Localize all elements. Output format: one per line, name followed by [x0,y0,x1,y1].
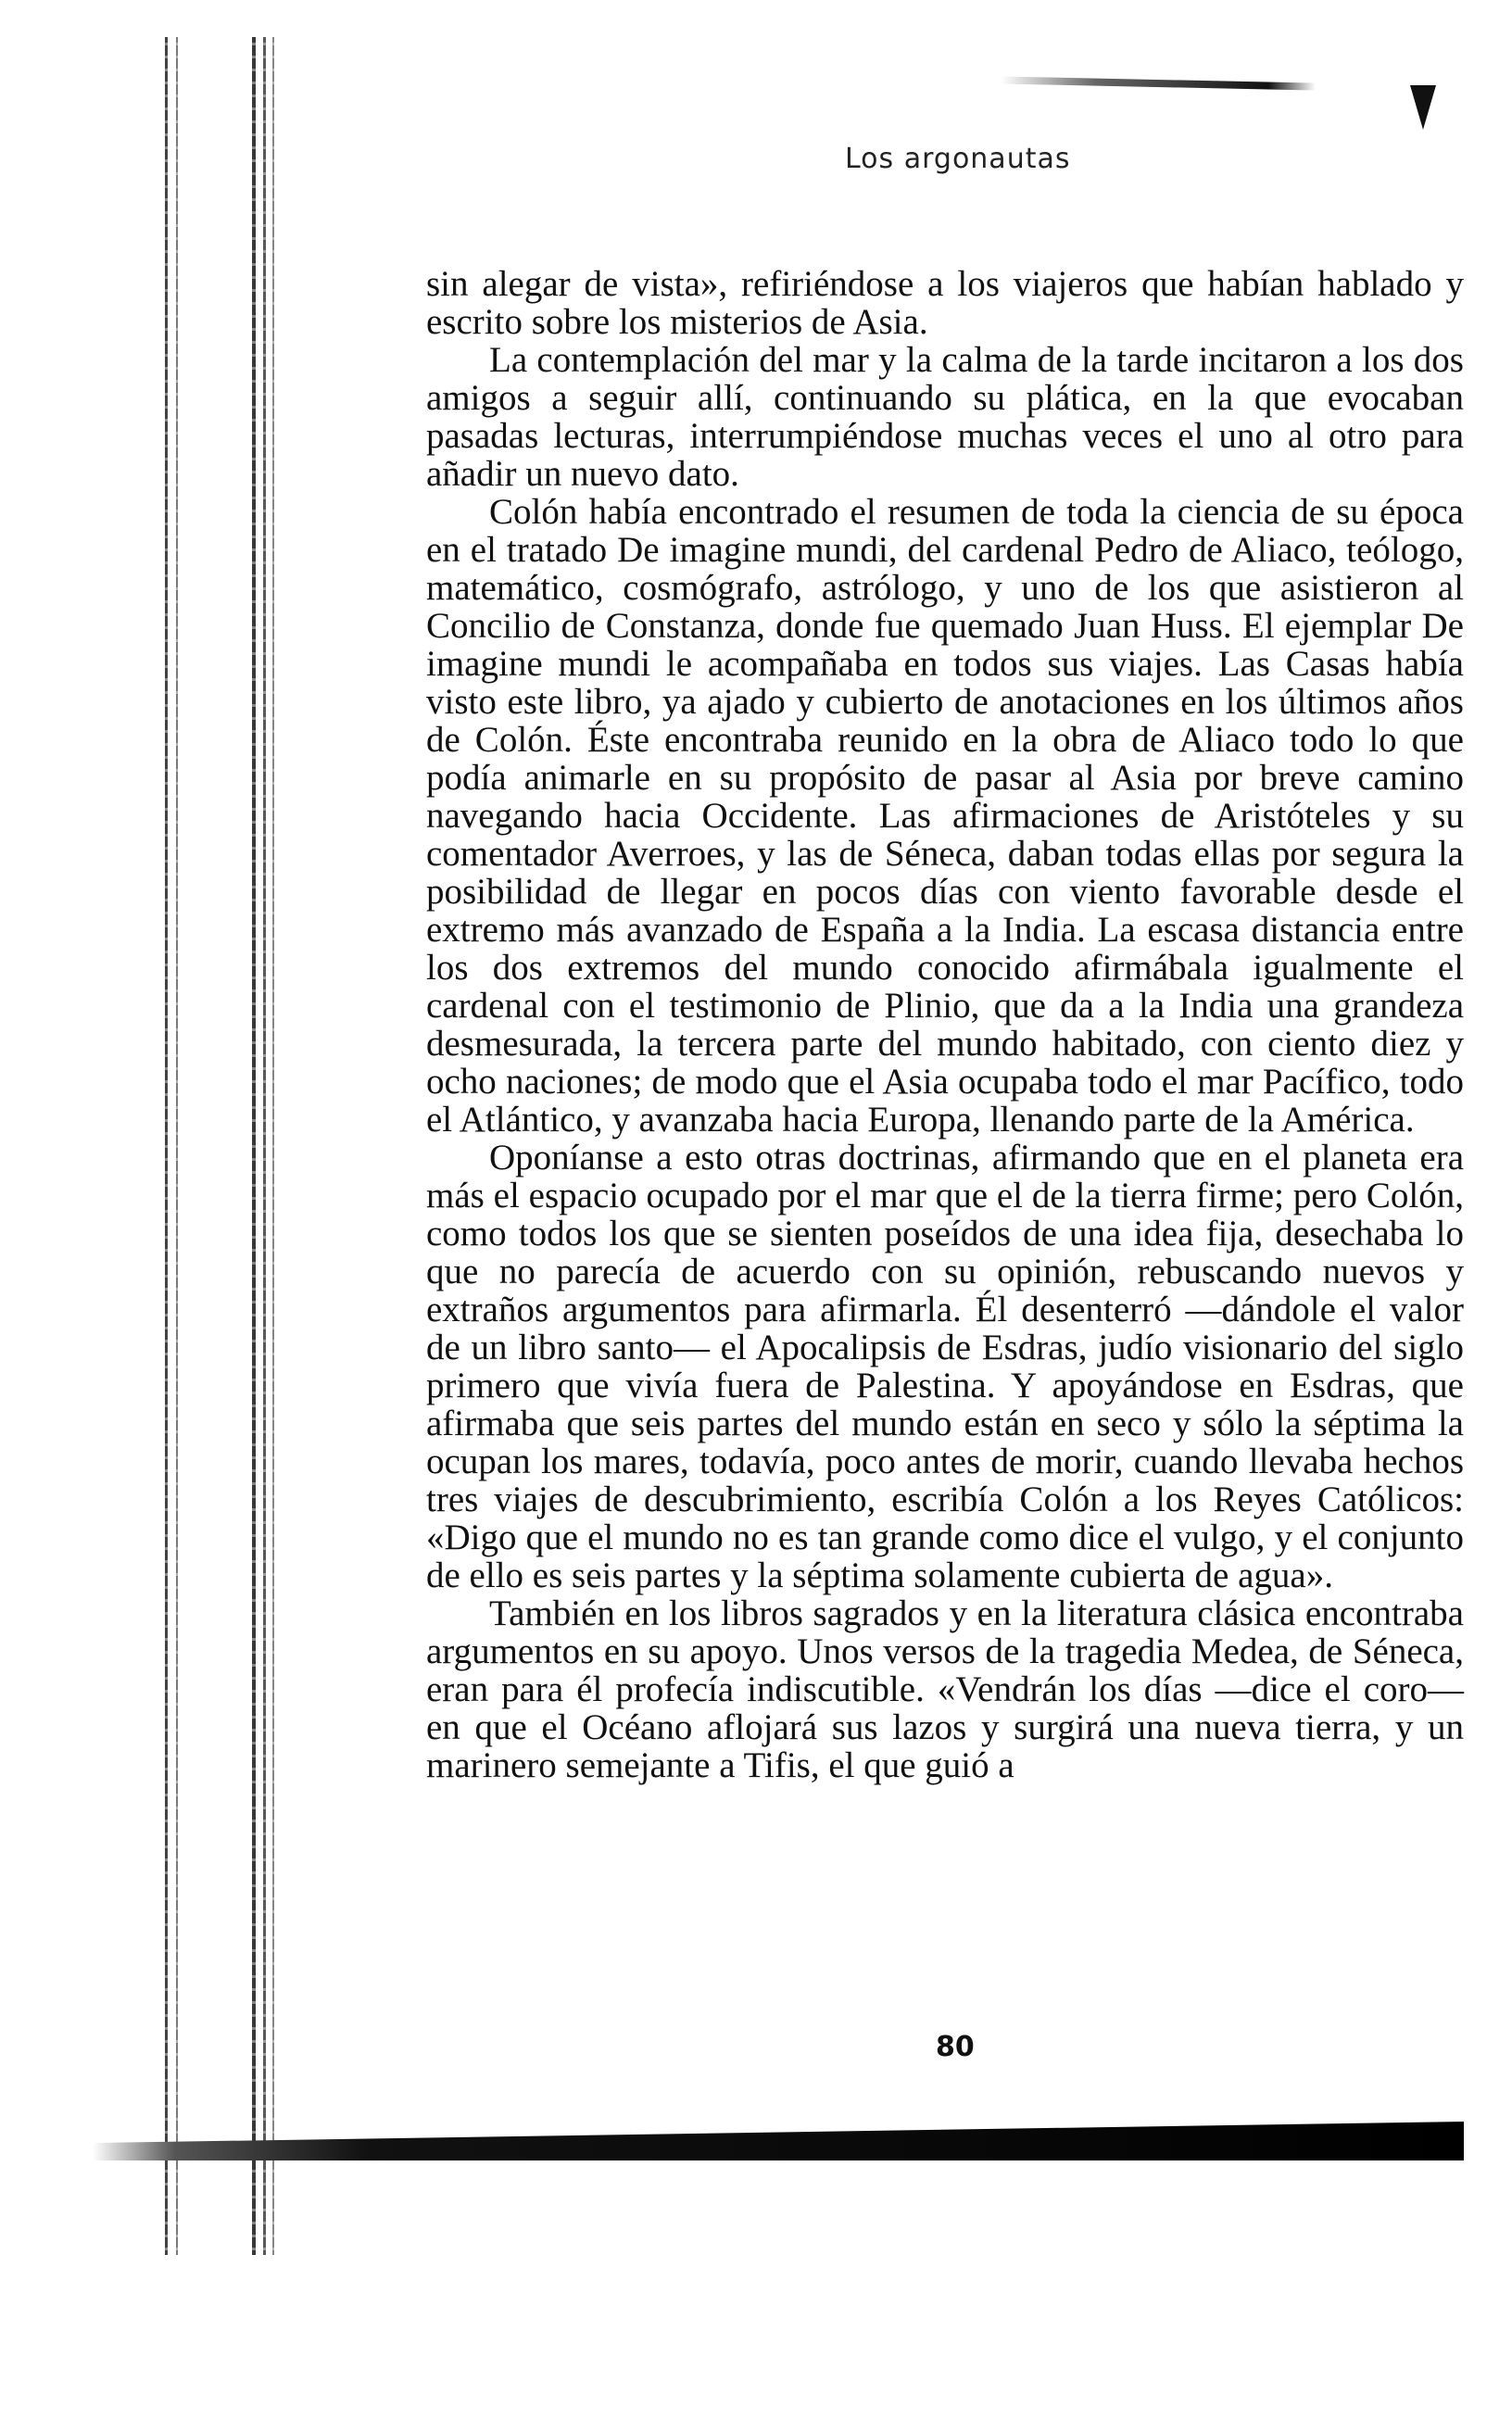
running-head: Los argonautas [845,143,1071,175]
body-text [426,265,1464,1784]
page-number: 80 [936,2031,975,2063]
binding-shadow-line [176,37,178,2255]
page-corner-mark [1410,85,1436,130]
scan-bottom-edge [93,2122,1464,2160]
scan-smudge [1001,76,1316,90]
paragraph: La contemplación del mar y la calma de la tarde incitaron a los dos amigos a seguir allí, continuando su plática, en la que evocaban pasadas lecturas, interrumpiéndose muchas veces el uno al otro para añadir un nuevo dato. [426,340,1464,494]
binding-shadow-line [263,37,266,2255]
paragraph: Oponíanse a esto otras doctrinas, afirmando que en el planeta era más el espacio ocupado por el mar que el de la tierra firme; pero Colón, como todos los que se sienten poseídos de una idea fija, desechaba lo que no parecía de acuerdo con su opinión, rebuscando nuevos y extraños argumentos para afirmarla. Él desenterró —dándole el valor de un libro santo— el Apocalipsis de Esdras, judío visionario del siglo primero que vivía fuera de Palestina. Y apoyándose en Esdras, que afirmaba que seis partes del mundo están en seco y sólo la séptima la ocupan los mares, todavía, poco antes de morir, cuando llevaba hechos tres viajes de descubrimiento, escribía Colón a los Reyes Católicos: «Digo que el mundo no es tan grande como dice el vulgo, y el conjunto de ello es seis partes y la séptima solamente cubierta de agua». [426,1138,1464,1595]
paragraph: También en los libros sagrados y en la literatura clásica encontraba argumentos en su apoyo. Unos versos de la tragedia Medea, de Séneca, eran para él profecía indiscutible. «Vendrán los días —dice el coro— en que el Océano aflojará sus lazos y surgirá una nueva tierra, y un marinero semejante a Tifis, el que guió a [426,1593,1464,1785]
binding-shadow-line [252,37,256,2255]
paragraph: sin alegar de vista», refiriéndose a los viajeros que habían hablado y escrito sobre los misterios de Asia. [426,264,1464,342]
paragraph: Colón había encontrado el resumen de toda la ciencia de su época en el tratado De imagine mundi, del cardenal Pedro de Aliaco, teólogo, matemático, cosmógrafo, astrólogo, y uno de los que asistieron al Concilio de Constanza, donde fue quemado Juan Huss. El ejemplar De imagine mundi le acompañaba en todos sus viajes. Las Casas había visto este libro, ya ajado y cubierto de anotaciones en los últimos años de Colón. Éste encontraba reunido en la obra de Aliaco todo lo que podía animarle en su propósito de pasar al Asia por breve camino navegando hacia Occidente. Las afirmaciones de Aristóteles y su comentador Averroes, y las de Séneca, daban todas ellas por segura la posibilidad de llegar en pocos días con viento favorable desde el extremo más avanzado de España a la India. La escasa distancia entre los dos extremos del mundo conocido afirmábala igualmente el cardenal con el testimonio de Plinio, que da a la India una grandeza desmesurada, la tercera parte del mundo habitado, con ciento diez y ocho naciones; de modo que el Asia ocupaba todo el mar Pacífico, todo el Atlántico, y avanzaba hacia Europa, llenando parte de la América. [426,492,1464,1140]
binding-shadow-line [272,37,274,2255]
binding-shadow-line [165,37,168,2255]
